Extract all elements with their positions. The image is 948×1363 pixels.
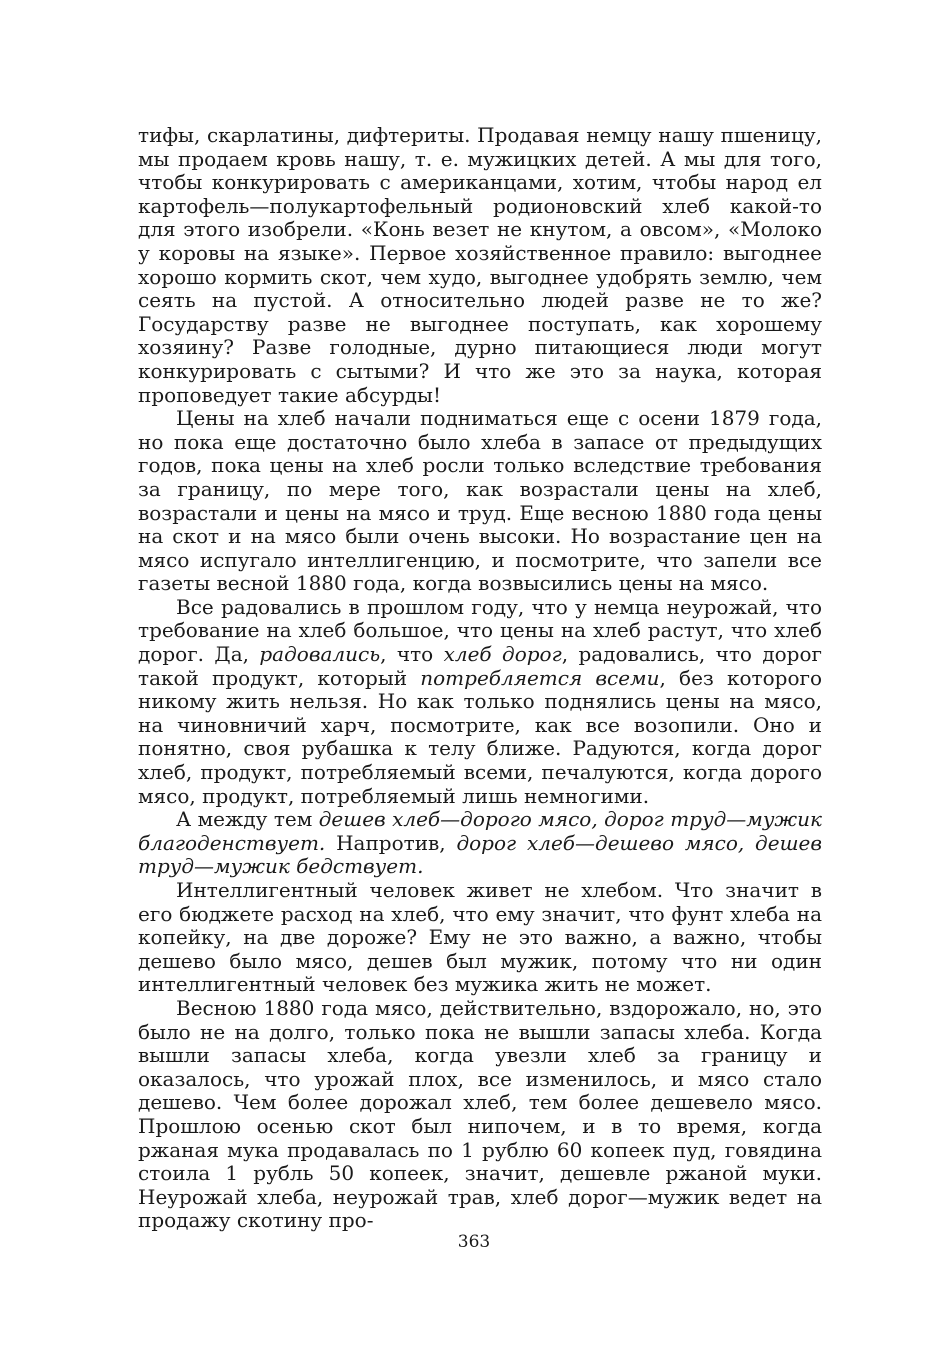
paragraph [138, 407, 822, 596]
text-run: Интеллигентный человек живет не хлебом. Что значит в его бюджете расход на хлеб, что ему значит, что фунт хлеба на копейку, на две дороже? Ему не это важно, а важно, чтобы дешево было мясо, дешев был мужик, потому что ни один интеллигентный человек без мужика жить не может. [138, 878, 822, 997]
text-run: , без которого никому жить нельзя. Но как только поднялись цены на мясо, на чиновничий харч, посмотрите, как все возопили. Оно и понятно, своя рубашка к телу ближе. Радуются, когда дорог хлеб, продукт, потребляемый всеми, печалуются, когда дорого мясо, продукт, потребляемый лишь немногими. [138, 665, 823, 808]
italic-text: дешев хлеб—дорого мясо, дорог труд—мужик благоденствует. [138, 807, 822, 855]
text-run: , что [380, 642, 444, 667]
text-run: Напротив, [325, 830, 457, 855]
text-run: Цены на хлеб начали подниматься еще с осени 1879 года, но пока еще достаточно было хлеба в запасе от предыдущих годов, пока цены на хлеб росли только вследствие требования за границу, по мере того, как возрастали цены на хлеб, возрастали и цены на мясо и труд. Еще весною 1880 года цены на скот и на мясо были очень высоки. Но возрастание цен на мясо испугало интеллигенцию, и посмотрите, что запели все газеты весной 1880 года, когда возвысились цены на мясо. [138, 406, 822, 596]
text-run: Все радовались в прошлом году, что у немца неурожай, что требование на хлеб большое, что цены на хлеб растут, что хлеб дорог. Да, [138, 594, 822, 667]
italic-text: хлеб дорог [443, 642, 562, 667]
italic-text: дорог хлеб—дешево мясо, дешев труд—мужик бедствует. [138, 830, 822, 879]
paragraph [138, 879, 822, 997]
text-run: А между тем [176, 807, 319, 832]
text-run: тифы, скарлатины, дифтериты. Продавая немцу нашу пшеницу, мы продаем кровь нашу, т. е. мужицких детей. А мы для того, чтобы конкурировать с американцами, хотим, чтобы народ ел картофель—полукартофельный родионовский хлеб какой-то для этого изобрели. «Конь везет не кнутом, а овсом», «Молоко у коровы на языке». Первое хозяйственное правило: выгоднее хорошо кормить скот, чем худо, выгоднее удобрять землю, чем сеять на пустой. А относительно людей разве не то же? Государству разве не выгоднее поступать, как хорошему хозяину? Разве голодные, дурно питающиеся люди могут конкурировать с сытыми? И что же это за наука, которая проповедует такие абсурды! [138, 123, 822, 407]
page-number: 363 [457, 1232, 491, 1252]
paragraph [138, 997, 822, 1233]
italic-text: потребляется всеми [420, 665, 660, 690]
paragraph [138, 596, 822, 808]
paragraph [138, 124, 822, 407]
body-text [138, 124, 822, 1233]
text-run: , радовались, что дорог такой продукт, который [138, 642, 822, 690]
text-run: Весною 1880 года мясо, действительно, вздорожало, но, это было не на долго, только пока не вышли запасы хлеба. Когда вышли запасы хлеба, когда увезли хлеб за границу и оказалось, что урожай плох, все изменилось, и мясо стало дешево. Чем более дорожал хлеб, тем более дешевело мясо. Прошлою осенью скот был нипочем, и в то время, когда ржаная мука продавалась по 1 рублю 60 копеек пуд, говядина стоила 1 рубль 50 копеек, значит, дешевле ржаной муки. Неурожай хлеба, неурожай трав, хлеб дорог—мужик ведет на продажу скотину про- [138, 995, 822, 1233]
italic-text: радовались [259, 642, 381, 667]
paragraph [138, 808, 822, 879]
